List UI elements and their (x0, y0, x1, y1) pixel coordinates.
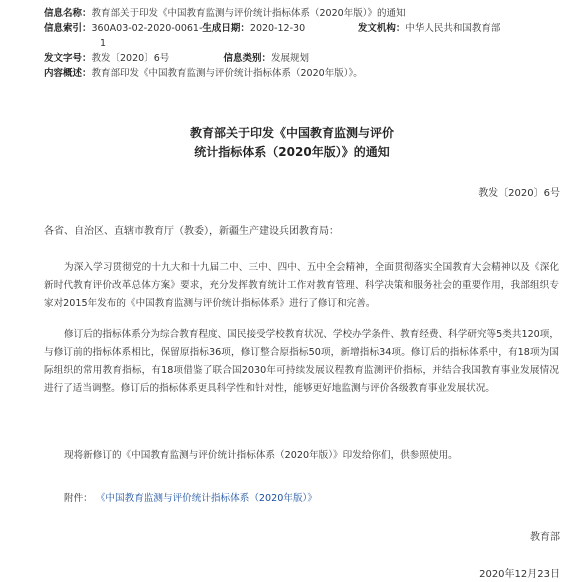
signature: 教育部 (530, 532, 560, 543)
document-title (0, 124, 584, 162)
document-number: 教发〔2020〕6号 (478, 188, 560, 199)
document-metadata (44, 6, 574, 81)
index-value-cont: 1 (100, 38, 107, 49)
paragraph-1: 为深入学习贯彻党的十九大和十九届二中、三中、四中、五中全会精神，全面贯彻落实全国教育大会精神以及《深化新时代教育评价改革总体方案》要求，充分发挥教育统计工作对教育管理、科学决策和服务社会的重要作用，我部组织专家对2015年发布的《中国教育监测与评价统计指标体系》进行了修订和完善。 (44, 262, 559, 309)
title-line-2: 统计指标体系（2020年版）》的通知 (194, 145, 390, 159)
index-label: 信息索引： (44, 23, 92, 34)
attachment-label: 附件： (64, 493, 93, 504)
info-name-value: 教育部关于印发《中国教育监测与评价统计指标体系（2020年版）》的通知 (91, 8, 406, 19)
salutation: 各省、自治区、直辖市教育厅（教委），新疆生产建设兵团教育局： (44, 226, 339, 237)
summary-value: 教育部印发《中国教育监测与评价统计指标体系（2020年版）》。 (91, 68, 363, 79)
meta-row-summary (44, 66, 574, 81)
ref-value: 教发〔2020〕6号 (91, 53, 170, 64)
document-date: 2020年12月23日 (479, 569, 560, 580)
title-line-1: 教育部关于印发《中国教育监测与评价 (189, 126, 394, 140)
attachment-link[interactable]: 《中国教育监测与评价统计指标体系（2020年版）》 (95, 493, 317, 504)
generated-value: 2020-12-30 (249, 23, 306, 34)
category-label: 信息类别： (223, 53, 272, 64)
meta-row-ref (44, 51, 574, 66)
issuer-value: 中华人民共和国教育部 (405, 23, 501, 34)
meta-row-info-name (44, 6, 574, 21)
category-value: 发展规划 (271, 53, 310, 64)
info-name-label: 信息名称： (44, 8, 92, 19)
summary-label: 内容概述： (44, 68, 92, 79)
paragraph-3: 现将新修订的《中国教育监测与评价统计指标体系（2020年版）》印发给你们，供参照使用。 (64, 450, 458, 461)
meta-row-index (44, 21, 574, 36)
paragraph-2: 修订后的指标体系分为综合教育程度、国民接受学校教育状况、学校办学条件、教育经费、科学研究等5类共120项，与修订前的指标体系相比，保留原指标36项，修订整合原指标50项，新增指标34项。修订后的指标体系中，有18项为国际组织的常用教育指标，有18项借鉴了联合国2030年可持续发展议程教育监测评价指标，并结合我国教育事业发展情况进行了适当调整。修订后的指标体系更具科学性和针对性，能够更好地监测与评价各级教育事业发展状况。 (44, 329, 559, 394)
attachment (64, 490, 317, 504)
generated-label: 生成日期： (202, 23, 250, 34)
ref-label: 发文字号： (44, 53, 92, 64)
issuer-label: 发文机构： (357, 23, 406, 34)
meta-row-index-cont (44, 36, 574, 51)
index-value: 360A03-02-2020-0061- (91, 23, 203, 34)
